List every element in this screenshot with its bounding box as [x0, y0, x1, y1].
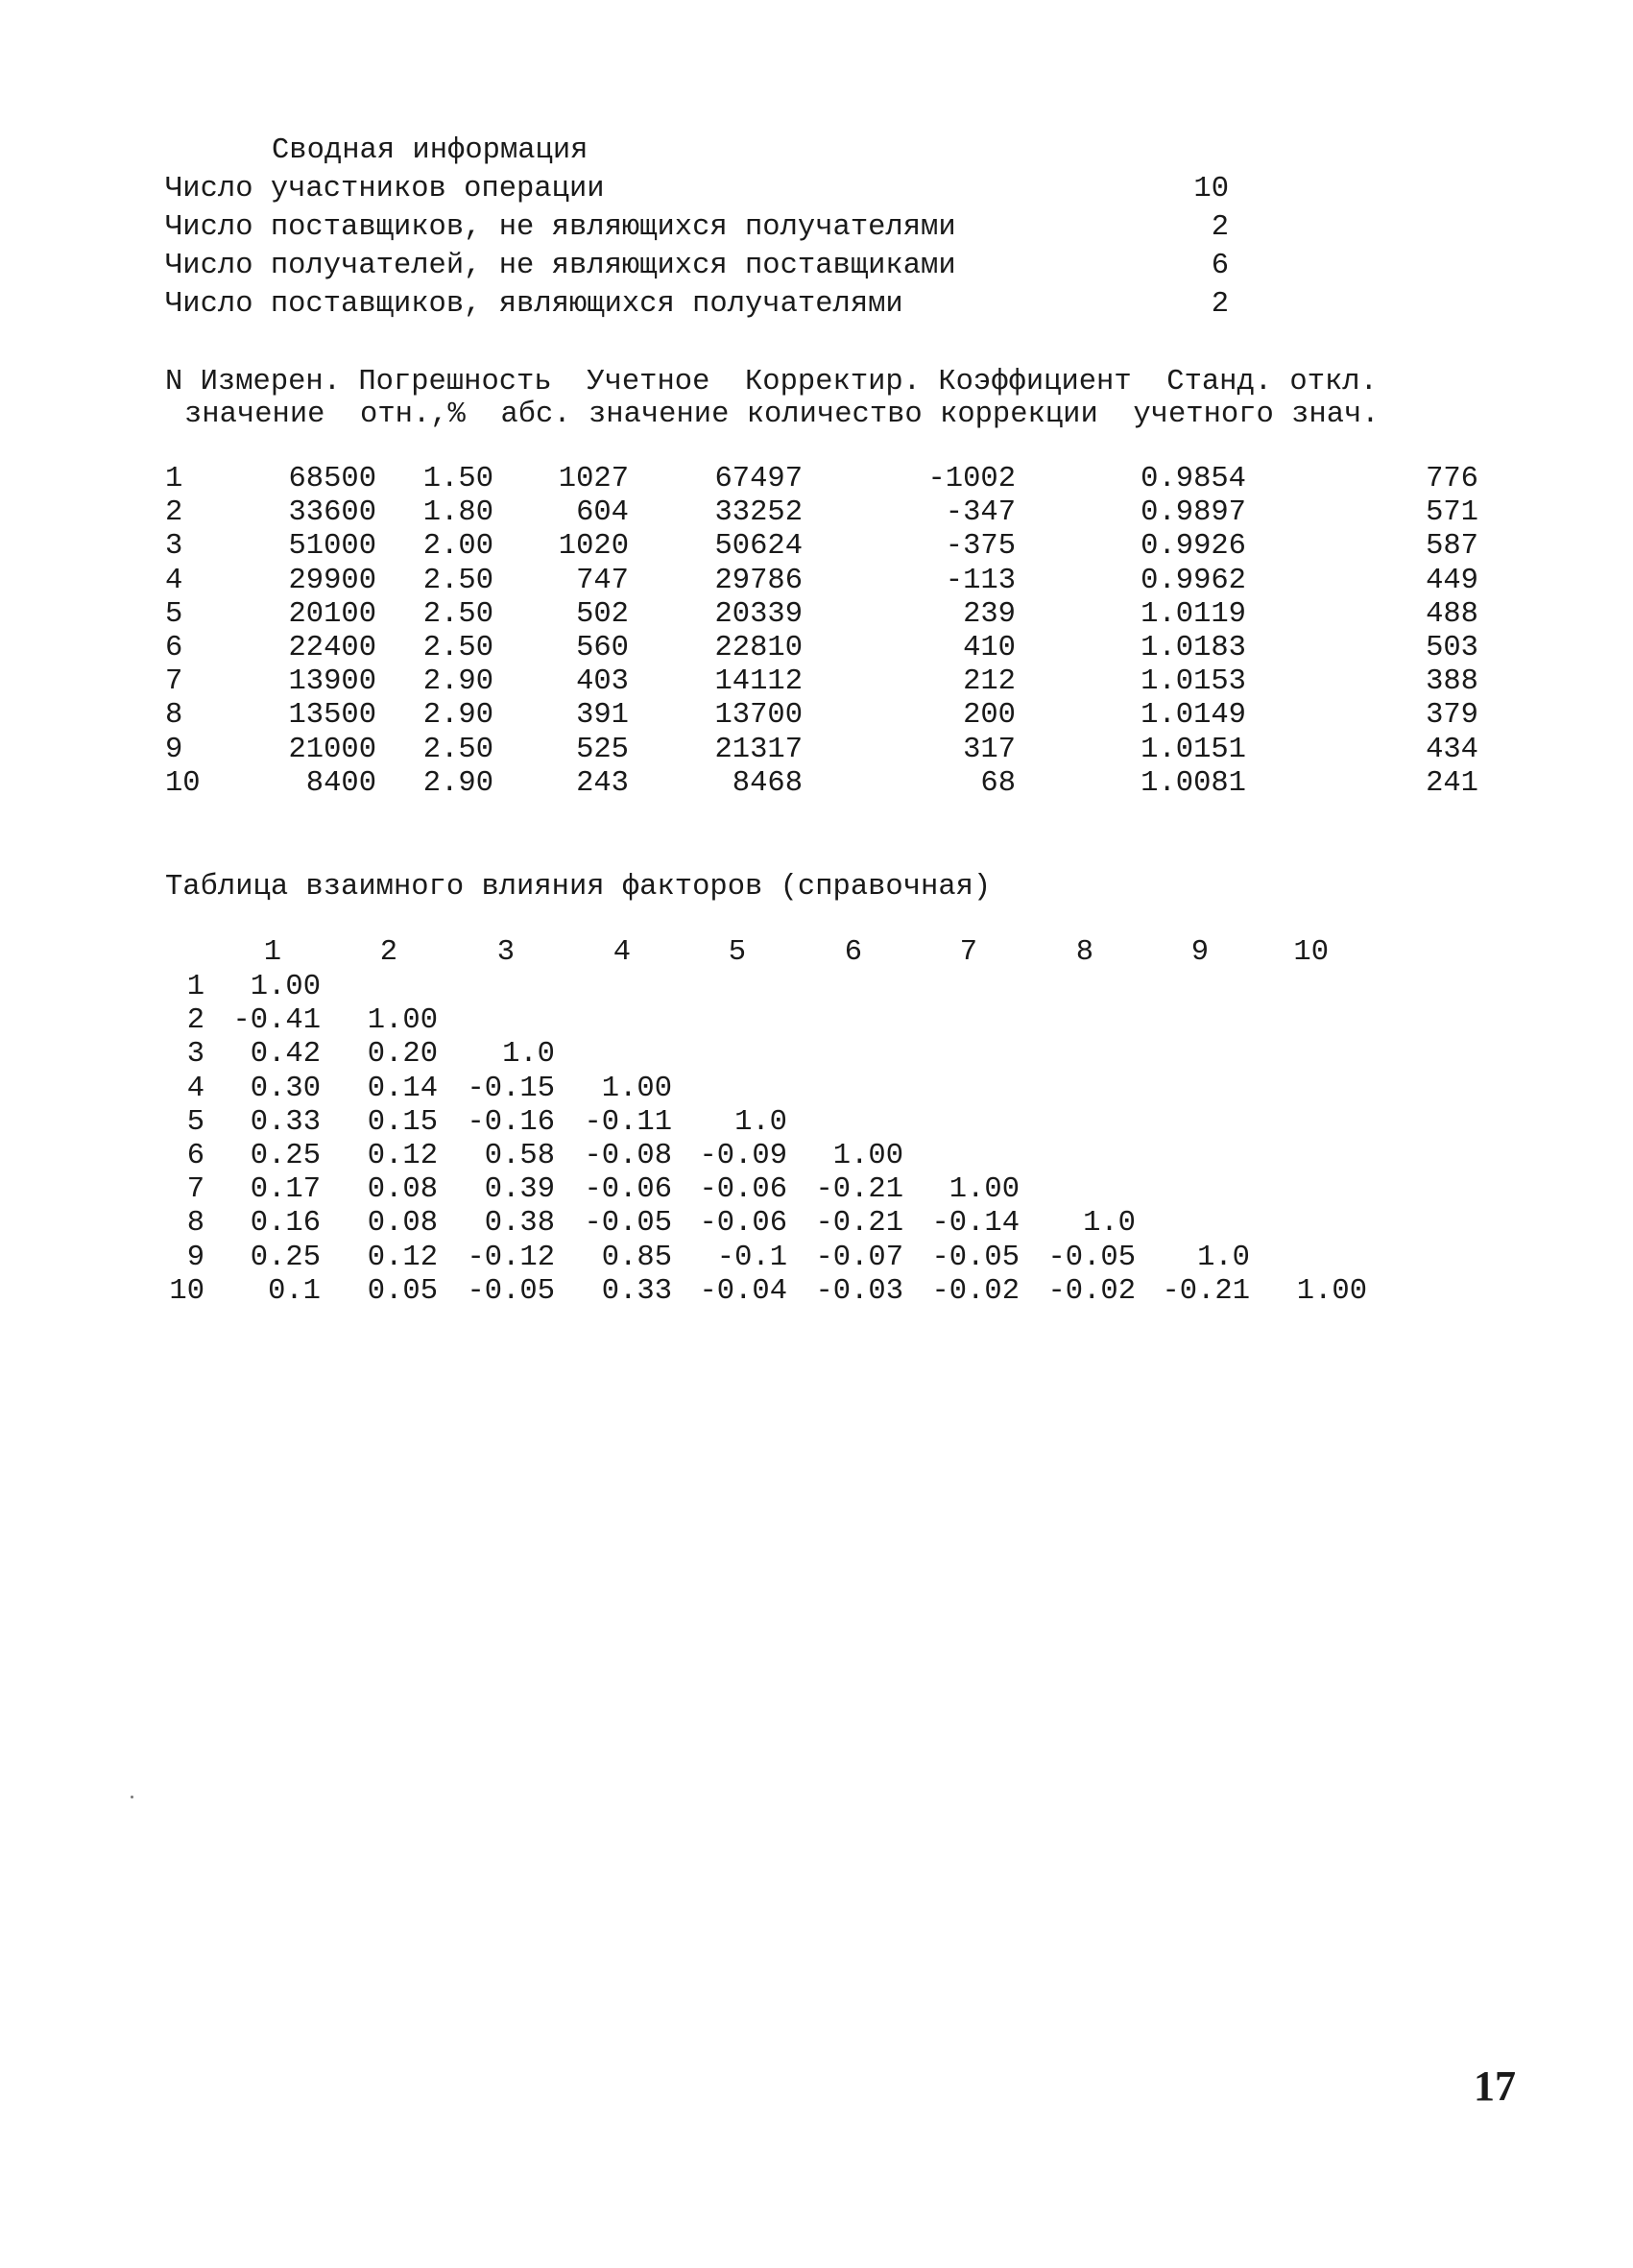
influence-cell: 1.0: [1197, 1241, 1250, 1274]
influence-column-header: 6: [844, 936, 862, 969]
influence-column-header: 3: [496, 936, 515, 969]
influence-cell: 0.25: [250, 1241, 321, 1274]
table-row-number: 7: [165, 665, 183, 699]
table-cell: 449: [1426, 564, 1478, 597]
influence-cell: -0.05: [584, 1207, 672, 1241]
table-cell: 604: [576, 496, 629, 530]
table-cell: 502: [576, 597, 629, 631]
table-cell: 0.9897: [1141, 496, 1246, 530]
table-cell: -347: [945, 496, 1016, 530]
table-cell: 2.50: [422, 564, 493, 597]
summary-row-label: Число получателей, не являющихся поставщиками: [165, 250, 956, 282]
table-cell: 317: [963, 733, 1016, 766]
table-cell: 525: [576, 733, 629, 766]
influence-cell: 0.25: [250, 1140, 321, 1172]
table-cell: -1002: [927, 463, 1016, 495]
influence-cell: -0.11: [584, 1105, 672, 1139]
table-cell: 2.50: [422, 733, 493, 766]
table-cell: 22400: [288, 632, 376, 664]
table-cell: -113: [945, 564, 1016, 597]
summary-row-value: 2: [1211, 288, 1229, 321]
influence-row-label: 3: [186, 1038, 204, 1072]
influence-cell: -0.21: [815, 1207, 903, 1241]
scan-speck: [131, 1796, 133, 1798]
table-cell: 776: [1426, 463, 1478, 495]
influence-cell: -0.05: [931, 1241, 1020, 1274]
influence-column-header: 8: [1075, 936, 1093, 969]
influence-cell: -0.12: [467, 1241, 555, 1274]
influence-cell: 0.38: [484, 1207, 555, 1241]
table-cell: 51000: [288, 530, 376, 564]
influence-cell: -0.1: [716, 1241, 787, 1274]
influence-cell: 0.12: [367, 1140, 438, 1172]
table-cell: 21000: [288, 733, 376, 766]
table-cell: 488: [1426, 597, 1478, 631]
influence-cell: 0.39: [484, 1173, 555, 1207]
influence-row-label: 1: [186, 971, 204, 1003]
table-cell: 1.0119: [1141, 597, 1246, 631]
influence-cell: 1.00: [832, 1140, 903, 1172]
table-cell: 14112: [714, 665, 803, 699]
table-cell: 1.0149: [1141, 699, 1246, 733]
table-cell: 503: [1426, 632, 1478, 664]
influence-cell: 1.00: [367, 1004, 438, 1038]
influence-cell: -0.06: [699, 1173, 787, 1207]
table-cell: 1.80: [422, 496, 493, 530]
influence-cell: 1.0: [502, 1038, 555, 1072]
summary-row-label: Число участников операции: [165, 173, 605, 205]
influence-column-header: 7: [959, 936, 977, 969]
measurements-header-line-2: значение отн.,% абс. значение количество коррекции учетного знач.: [184, 398, 1380, 431]
summary-row-label: Число поставщиков, не являющихся получателями: [165, 211, 956, 244]
table-cell: 379: [1426, 699, 1478, 733]
table-cell: 747: [576, 564, 629, 597]
influence-column-header: 5: [728, 936, 746, 969]
influence-cell: -0.14: [931, 1207, 1020, 1241]
table-cell: 0.9962: [1141, 564, 1246, 597]
influence-cell: 1.00: [601, 1072, 672, 1105]
table-row-number: 2: [165, 496, 183, 530]
table-cell: 8400: [305, 766, 376, 800]
table-cell: 20339: [714, 597, 803, 631]
influence-cell: 0.08: [367, 1173, 438, 1207]
influence-cell: 0.85: [601, 1241, 672, 1274]
influence-row-label: 10: [169, 1274, 204, 1308]
influence-cell: -0.06: [699, 1207, 787, 1241]
influence-cell: 0.15: [367, 1105, 438, 1139]
influence-cell: -0.08: [584, 1140, 672, 1172]
influence-cell: -0.06: [584, 1173, 672, 1207]
table-cell: 29900: [288, 564, 376, 597]
influence-row-label: 2: [186, 1004, 204, 1038]
influence-cell: 0.30: [250, 1072, 321, 1105]
influence-cell: 0.08: [367, 1207, 438, 1241]
table-cell: 68500: [288, 463, 376, 495]
influence-column-header: 1: [263, 936, 281, 969]
influence-cell: 1.00: [1296, 1274, 1367, 1308]
table-cell: 571: [1426, 496, 1478, 530]
table-cell: 22810: [714, 632, 803, 664]
influence-cell: 0.33: [601, 1274, 672, 1308]
summary-title: Сводная информация: [272, 134, 588, 167]
influence-row-label: 5: [186, 1105, 204, 1139]
table-cell: 13500: [288, 699, 376, 733]
table-cell: 0.9926: [1141, 530, 1246, 564]
table-cell: 403: [576, 665, 629, 699]
table-cell: 29786: [714, 564, 803, 597]
influence-cell: -0.04: [699, 1274, 787, 1308]
influence-row-label: 9: [186, 1241, 204, 1274]
influence-cell: -0.05: [1047, 1241, 1136, 1274]
table-cell: 1.0153: [1141, 665, 1246, 699]
table-cell: 388: [1426, 665, 1478, 699]
table-cell: 33600: [288, 496, 376, 530]
table-cell: 1.50: [422, 463, 493, 495]
table-row-number: 1: [165, 463, 183, 495]
influence-cell: 0.1: [268, 1274, 321, 1308]
table-cell: 1.0081: [1141, 766, 1246, 800]
influence-cell: 0.12: [367, 1241, 438, 1274]
influence-cell: -0.16: [467, 1105, 555, 1139]
table-row-number: 4: [165, 564, 183, 597]
table-cell: 2.90: [422, 766, 493, 800]
table-cell: 434: [1426, 733, 1478, 766]
influence-cell: -0.09: [699, 1140, 787, 1172]
influence-cell: 0.20: [367, 1038, 438, 1072]
table-row-number: 3: [165, 530, 183, 564]
influence-cell: -0.03: [815, 1274, 903, 1308]
influence-cell: 0.33: [250, 1105, 321, 1139]
table-cell: 391: [576, 699, 629, 733]
influence-cell: 0.42: [250, 1038, 321, 1072]
influence-cell: 0.58: [484, 1140, 555, 1172]
table-cell: 13900: [288, 665, 376, 699]
table-cell: 1.0183: [1141, 632, 1246, 664]
table-cell: 1020: [558, 530, 629, 564]
table-cell: 2.90: [422, 699, 493, 733]
table-cell: 200: [963, 699, 1016, 733]
influence-cell: 0.05: [367, 1274, 438, 1308]
influence-cell: -0.41: [232, 1004, 321, 1038]
influence-title: Таблица взаимного влияния факторов (справочная): [165, 871, 992, 904]
influence-column-header: 9: [1190, 936, 1209, 969]
influence-row-label: 4: [186, 1072, 204, 1105]
table-cell: -375: [945, 530, 1016, 564]
table-cell: 410: [963, 632, 1016, 664]
influence-row-label: 6: [186, 1140, 204, 1172]
table-cell: 13700: [714, 699, 803, 733]
influence-cell: -0.05: [467, 1274, 555, 1308]
influence-row-label: 8: [186, 1207, 204, 1241]
table-cell: 560: [576, 632, 629, 664]
table-cell: 2.50: [422, 597, 493, 631]
influence-cell: 1.0: [1083, 1207, 1136, 1241]
influence-cell: -0.21: [1162, 1274, 1250, 1308]
influence-cell: -0.07: [815, 1241, 903, 1274]
table-cell: 33252: [714, 496, 803, 530]
influence-cell: 0.16: [250, 1207, 321, 1241]
table-cell: 67497: [714, 463, 803, 495]
table-cell: 20100: [288, 597, 376, 631]
influence-column-header: 2: [379, 936, 397, 969]
influence-cell: 1.00: [250, 971, 321, 1003]
table-cell: 239: [963, 597, 1016, 631]
table-row-number: 5: [165, 597, 183, 631]
table-cell: 1027: [558, 463, 629, 495]
summary-row-value: 2: [1211, 211, 1229, 244]
table-cell: 241: [1426, 766, 1478, 800]
summary-row-label: Число поставщиков, являющихся получателями: [165, 288, 903, 321]
table-cell: 2.00: [422, 530, 493, 564]
table-cell: 212: [963, 665, 1016, 699]
table-cell: 2.90: [422, 665, 493, 699]
influence-cell: 0.14: [367, 1072, 438, 1105]
table-cell: 587: [1426, 530, 1478, 564]
influence-cell: 1.00: [949, 1173, 1020, 1207]
summary-row-value: 10: [1193, 173, 1229, 205]
influence-row-label: 7: [186, 1173, 204, 1207]
table-cell: 2.50: [422, 632, 493, 664]
measurements-header-line-1: N Измерен. Погрешность Учетное Корректир. Коэффициент Станд. откл.: [165, 366, 1378, 398]
page-number: 17: [1474, 2063, 1516, 2110]
influence-cell: -0.02: [931, 1274, 1020, 1308]
table-cell: 21317: [714, 733, 803, 766]
table-cell: 50624: [714, 530, 803, 564]
table-cell: 1.0151: [1141, 733, 1246, 766]
influence-column-header: 4: [612, 936, 631, 969]
influence-column-header: 10: [1293, 936, 1329, 969]
table-cell: 8468: [732, 766, 803, 800]
influence-cell: -0.02: [1047, 1274, 1136, 1308]
influence-cell: 1.0: [734, 1105, 787, 1139]
table-row-number: 10: [165, 766, 201, 800]
table-cell: 0.9854: [1141, 463, 1246, 495]
influence-cell: -0.15: [467, 1072, 555, 1105]
table-row-number: 9: [165, 733, 183, 766]
table-row-number: 6: [165, 632, 183, 664]
table-row-number: 8: [165, 699, 183, 733]
summary-row-value: 6: [1211, 250, 1229, 282]
table-cell: 243: [576, 766, 629, 800]
influence-cell: 0.17: [250, 1173, 321, 1207]
influence-cell: -0.21: [815, 1173, 903, 1207]
table-cell: 68: [980, 766, 1016, 800]
